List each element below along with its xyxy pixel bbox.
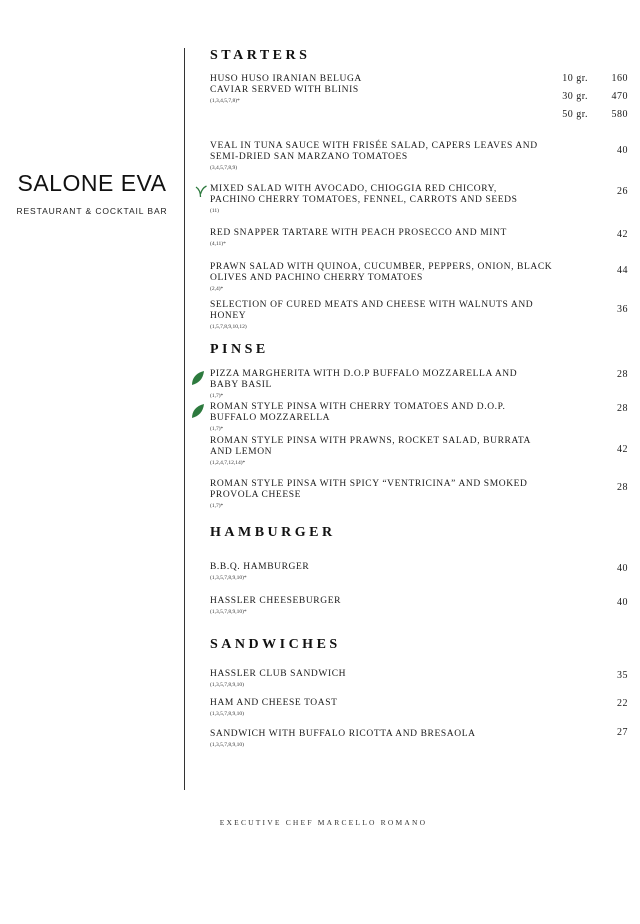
- item-price: 40: [617, 563, 628, 574]
- item-name-line: BUFFALO MOZZARELLA: [210, 413, 331, 423]
- caviar-qty: 50 gr.: [562, 109, 588, 120]
- menu-item-bbq-hamburger: [210, 562, 600, 582]
- leaf-icon: [191, 370, 205, 386]
- restaurant-name: SALONE EVA: [17, 170, 167, 196]
- item-name-line: PACHINO CHERRY TOMATOES, FENNEL, CARROTS AND SEEDS: [210, 195, 518, 205]
- menu-item-cured-meats: [210, 300, 600, 331]
- item-name-line: VEAL IN TUNA SAUCE WITH FRISÉE SALAD, CAPERS LEAVES AND: [210, 141, 538, 151]
- caviar-qty: 30 gr.: [562, 91, 588, 102]
- item-allergens: (2,4)*: [210, 286, 224, 292]
- item-name-line: ROMAN STYLE PINSA WITH PRAWNS, ROCKET SALAD, BURRATA: [210, 436, 531, 446]
- item-name-line: BABY BASIL: [210, 380, 272, 390]
- item-allergens: (3,4,5,7,8,9): [210, 165, 238, 171]
- item-name-line: PIZZA MARGHERITA WITH D.O.P BUFFALO MOZZARELLA AND: [210, 369, 518, 379]
- item-price: 27: [617, 727, 628, 738]
- item-price: 28: [617, 482, 628, 493]
- item-name-line: PROVOLA CHEESE: [210, 490, 302, 500]
- item-name-line: ROMAN STYLE PINSA WITH CHERRY TOMATOES AND D.O.P.: [210, 402, 506, 412]
- caviar-price: 470: [611, 91, 628, 102]
- item-name-line: MIXED SALAD WITH AVOCADO, CHIOGGIA RED CHICORY,: [210, 184, 497, 194]
- item-price: 44: [617, 265, 628, 276]
- caviar-price: 160: [611, 73, 628, 84]
- item-allergens: (1,7)*: [210, 393, 224, 399]
- item-name-line: HASSLER CHEESEBURGER: [210, 596, 342, 606]
- item-price: 36: [617, 304, 628, 315]
- item-name-line: OLIVES AND PACHINO CHERRY TOMATOES: [210, 273, 423, 283]
- menu-item-pinsa-ventricina: [210, 479, 600, 510]
- menu-item-pinsa-prawns: [210, 436, 600, 467]
- item-name-line: HASSLER CLUB SANDWICH: [210, 669, 347, 679]
- item-price: 40: [617, 597, 628, 608]
- menu-item-caviar: [210, 74, 540, 105]
- item-name-line: AND LEMON: [210, 447, 273, 457]
- item-allergens: (1,3,5,7,8,9,10)*: [210, 575, 247, 581]
- divider-line: [184, 48, 185, 790]
- item-name-line: SELECTION OF CURED MEATS AND CHEESE WITH WALNUTS AND: [210, 300, 534, 310]
- item-price: 42: [617, 444, 628, 455]
- item-name-line: RED SNAPPER TARTARE WITH PEACH PROSECCO AND MINT: [210, 228, 507, 238]
- item-allergens: (1,2,4,7,12,14)*: [210, 460, 246, 466]
- item-allergens: (4,11)*: [210, 241, 226, 247]
- restaurant-subtitle: RESTAURANT & COCKTAIL BAR: [16, 206, 168, 216]
- caviar-qty: 10 gr.: [562, 73, 588, 84]
- item-name-line: HUSO HUSO IRANIAN BELUGA: [210, 74, 362, 84]
- caviar-price: 580: [611, 109, 628, 120]
- item-name-line: HONEY: [210, 311, 247, 321]
- leaf-icon: [191, 403, 205, 419]
- item-allergens: (1,7)*: [210, 426, 224, 432]
- item-price: 22: [617, 698, 628, 709]
- menu-item-club-sandwich: [210, 669, 600, 689]
- item-price: 28: [617, 369, 628, 380]
- item-allergens: (1,7)*: [210, 503, 224, 509]
- chef-credit: EXECUTIVE CHEF MARCELLO ROMANO: [219, 818, 428, 827]
- menu-item-pinsa-cherry: [210, 402, 600, 433]
- item-name-line: CAVIAR SERVED WITH BLINIS: [210, 85, 359, 95]
- menu-item-mixed-salad: [210, 184, 600, 215]
- item-price: 42: [617, 229, 628, 240]
- item-allergens: (11): [210, 208, 219, 214]
- sprout-icon: [194, 184, 208, 198]
- menu-item-prawn-salad: [210, 262, 600, 293]
- item-name-line: PRAWN SALAD WITH QUINOA, CUCUMBER, PEPPERS, ONION, BLACK: [210, 262, 553, 272]
- item-allergens: (1,3,5,7,8,9,10): [210, 711, 244, 717]
- item-name-line: SANDWICH WITH BUFFALO RICOTTA AND BRESAOLA: [210, 729, 476, 739]
- item-allergens: (1,3,5,7,8,9,10): [210, 742, 244, 748]
- item-name-line: SEMI-DRIED SAN MARZANO TOMATOES: [210, 152, 408, 162]
- item-allergens: (1,3,5,7,8,9,10): [210, 682, 244, 688]
- section-title-hamburger: HAMBURGER: [210, 525, 336, 540]
- item-price: 26: [617, 186, 628, 197]
- item-price: 40: [617, 145, 628, 156]
- item-allergens: (1,3,4,5,7,8)*: [210, 98, 240, 104]
- item-price: 35: [617, 670, 628, 681]
- menu-item-ricotta-sandwich: [210, 729, 600, 749]
- section-title-starters: STARTERS: [210, 48, 311, 63]
- menu-item-pizza-margherita: [210, 369, 600, 400]
- menu-item-veal: [210, 141, 600, 172]
- item-name-line: HAM AND CHEESE TOAST: [210, 698, 338, 708]
- item-name-line: B.B.Q. HAMBURGER: [210, 562, 310, 572]
- menu-item-ham-cheese-toast: [210, 698, 600, 718]
- section-title-sandwiches: SANDWICHES: [210, 637, 341, 652]
- item-allergens: (1,5,7,8,9,10,12): [210, 324, 247, 330]
- item-name-line: ROMAN STYLE PINSA WITH SPICY “VENTRICINA” AND SMOKED: [210, 479, 528, 489]
- menu-item-red-snapper: [210, 228, 600, 248]
- section-title-pinse: PINSE: [210, 342, 269, 357]
- item-price: 28: [617, 403, 628, 414]
- item-allergens: (1,3,5,7,8,9,10)*: [210, 609, 247, 615]
- menu-item-cheeseburger: [210, 596, 600, 616]
